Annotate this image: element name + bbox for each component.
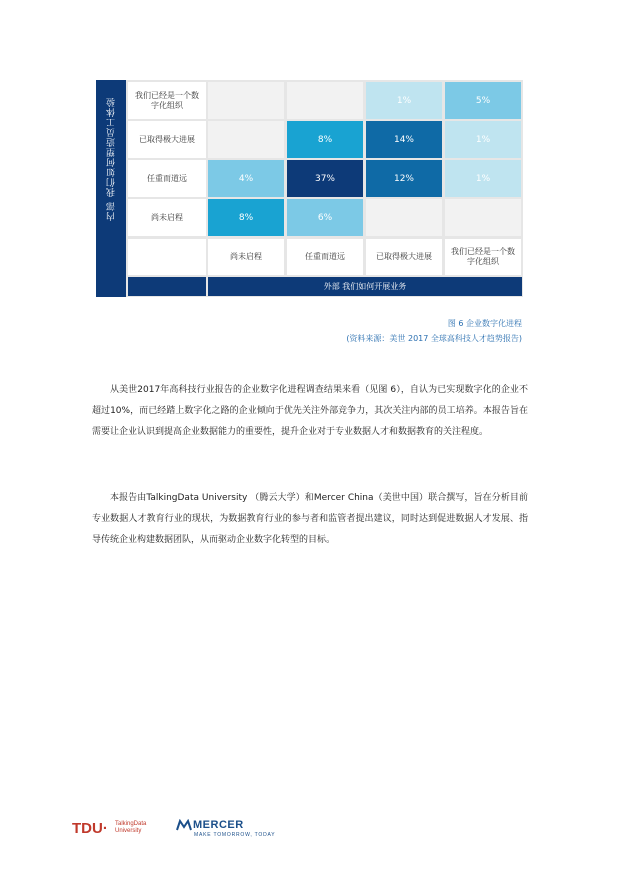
tdu-logo: TDU· [72, 820, 108, 837]
figure-title: 图 6 企业数字化进程 [447, 319, 522, 328]
matrix-cell [366, 199, 442, 236]
matrix-cell [287, 82, 363, 119]
mercer-tagline: MAKE TOMORROW, TODAY [194, 832, 276, 838]
matrix-cell: 8% [208, 199, 284, 236]
matrix-cell: 5% [445, 82, 521, 119]
corner-blank [128, 239, 206, 275]
matrix-cell [445, 199, 521, 236]
paragraph: 从美世2017年高科技行业报告的企业数字化进程调查结果来看（见图 6），自认为已实现数字化的企业不超过10%，而已经踏上数字化之路的企业倾向于优先关注外部竞争力，其次关注内部的员工培养。本报告旨在需要让企业认识到提高企业数据能力的重要性，提升企业对于专业数据人才和数据教育的关注程度。 [92, 385, 528, 437]
matrix-cell: 1% [366, 82, 442, 119]
matrix-cell [208, 121, 284, 158]
paragraph: 本报告由TalkingData University （腾云大学）和Mercer China（美世中国）联合撰写，旨在分析目前专业数据人才教育行业的现状，为数据教育行业的参与者和监管者提出建议，同时达到促进数据人才发展、指导传统企业构建数据团队，从而驱动企业数字化转型的目标。 [92, 493, 528, 545]
matrix-cell: 4% [208, 160, 284, 197]
matrix-cell: 37% [287, 160, 363, 197]
tdu-logo-text: TalkingData University [115, 821, 147, 834]
matrix-cell: 6% [287, 199, 363, 236]
row-label: 尚未启程 [128, 199, 206, 236]
x-axis-label: 外部 我们如何开展业务 [208, 277, 522, 296]
col-label: 尚未启程 [208, 239, 284, 275]
matrix-cell: 12% [366, 160, 442, 197]
mercer-logo: MERCER [193, 819, 244, 831]
col-label: 已取得极大进展 [366, 239, 442, 275]
matrix-cell: 14% [366, 121, 442, 158]
x-axis-corner-bar [128, 277, 206, 296]
col-label: 任重而道远 [287, 239, 363, 275]
mercer-mark-icon [176, 819, 192, 831]
row-label: 任重而道远 [128, 160, 206, 197]
matrix-cell: 1% [445, 160, 521, 197]
matrix-cell: 1% [445, 121, 521, 158]
row-label: 我们已经是一个数字化组织 [128, 82, 206, 119]
matrix-cell [208, 82, 284, 119]
matrix-cell: 8% [287, 121, 363, 158]
y-axis-label: 内部 我们如何塑造员工体验 [106, 97, 117, 221]
figure-source: (资料来源：美世 2017 全球高科技人才趋势报告) [346, 334, 522, 343]
col-label: 我们已经是一个数字化组织 [445, 239, 521, 275]
row-label: 已取得极大进展 [128, 121, 206, 158]
